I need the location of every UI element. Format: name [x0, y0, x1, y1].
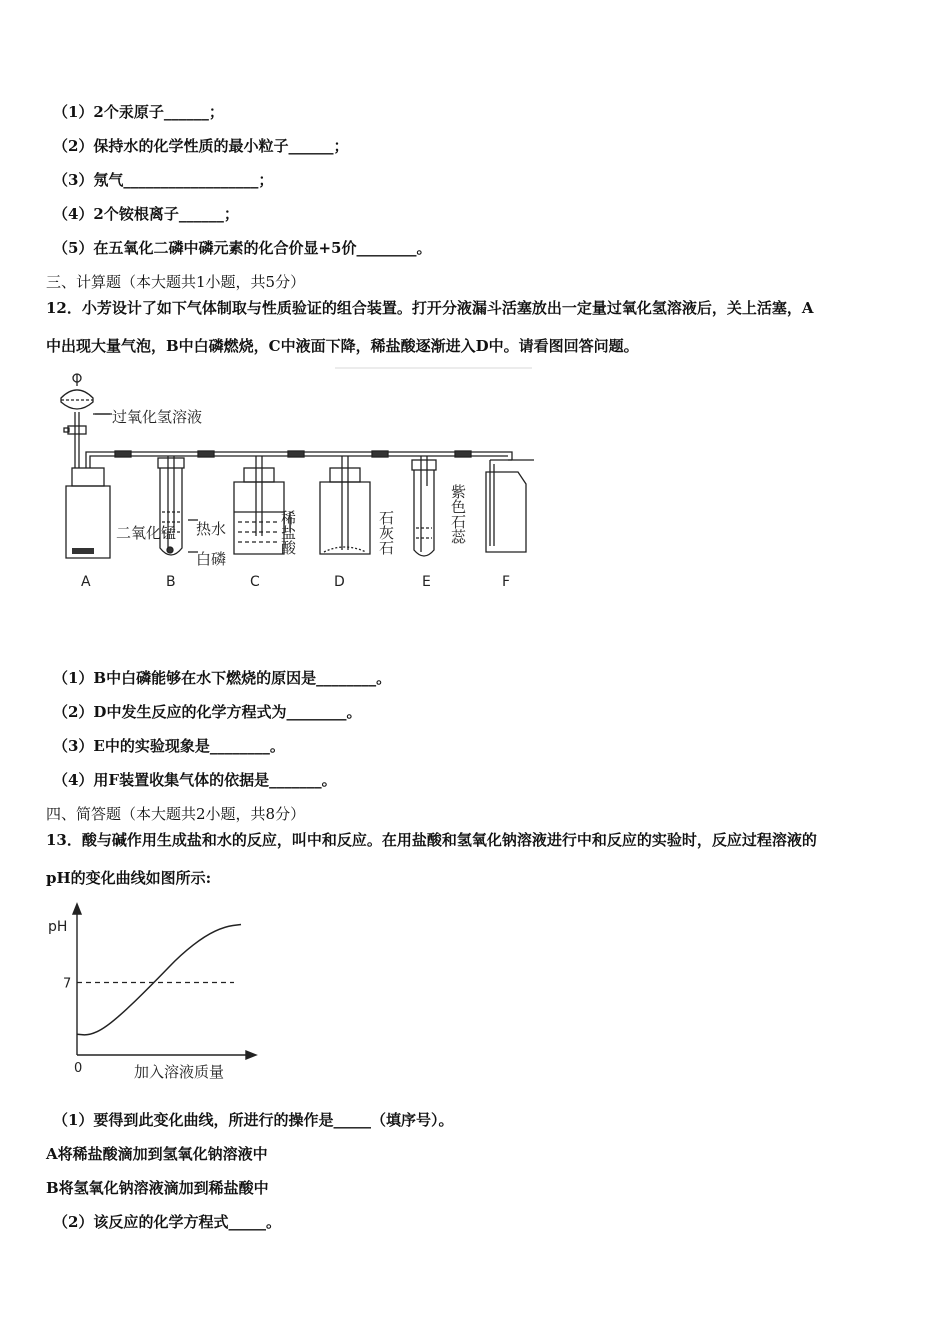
ph-chart [44, 900, 274, 1090]
y-axis-label: pH [48, 919, 68, 935]
e-label: 紫色石蕊 [449, 484, 467, 544]
ph-7-label: 7 [63, 976, 72, 992]
q11-item-4: （4）2个铵根离子______； [53, 205, 239, 223]
letter-a: A [81, 574, 91, 590]
d-label: 石灰石 [377, 510, 395, 555]
q12-stem-line-1: 12．小芳设计了如下气体制取与性质验证的组合装置。打开分液漏斗活塞放出一定量过氧化氢溶液后，关上活塞，A [46, 299, 814, 317]
a-label-text: 二氧化锰 [116, 524, 177, 542]
ph-curve [77, 925, 241, 1035]
origin-label: 0 [74, 1061, 83, 1076]
c-label: 稀盐酸 [279, 510, 297, 555]
q12-stem-line-2: 中出现大量气泡，B中白磷燃烧，C中液面下降，稀盐酸逐渐进入D中。请看图回答问题。 [46, 337, 639, 355]
q13-stem-line-2: pH的变化曲线如图所示: [46, 869, 212, 887]
q13-question-1: （1）要得到此变化曲线，所进行的操作是_____（填序号）。 [53, 1111, 454, 1129]
q12-question-2: （2）D中发生反应的化学方程式为________。 [53, 703, 362, 721]
b-label-top: 热水 [196, 520, 227, 538]
q13-question-2: （2）该反应的化学方程式_____。 [53, 1213, 281, 1231]
q12-question-4: （4）用F装置收集气体的依据是_______。 [53, 771, 337, 789]
a-label [116, 524, 176, 542]
letter-c: C [250, 574, 260, 590]
x-axis-arrow [246, 1051, 256, 1059]
q11-item-2: （2）保持水的化学性质的最小粒子______； [53, 137, 349, 155]
section-4-title: 四、简答题（本大题共2小题，共8分） [46, 805, 306, 823]
letter-d: D [334, 574, 345, 590]
q11-item-3: （3）氖气__________________； [53, 171, 274, 189]
q11-item-5: （5）在五氧化二磷中磷元素的化合价显+5价________。 [53, 239, 432, 257]
q12-question-3: （3）E中的实验现象是________。 [53, 737, 285, 755]
q13-option-b: B将氢氧化钠溶液滴加到稀盐酸中 [46, 1179, 269, 1197]
b-label-bottom: 白磷 [196, 550, 227, 568]
q13-stem-line-1: 13．酸与碱作用生成盐和水的反应，叫中和反应。在用盐酸和氢氧化钠溶液进行中和反应的实验时，反应过程溶液的 [46, 831, 817, 849]
section-3-title: 三、计算题（本大题共1小题，共5分） [46, 273, 306, 291]
y-axis-arrow [73, 904, 81, 914]
apparatus-diagram [50, 362, 550, 597]
letter-b: B [166, 574, 176, 590]
funnel-label: 过氧化氢溶液 [112, 408, 203, 426]
q12-question-1: （1）B中白磷能够在水下燃烧的原因是________。 [53, 669, 392, 687]
q13-option-a: A将稀盐酸滴加到氢氧化钠溶液中 [46, 1145, 268, 1163]
letter-e: E [422, 574, 431, 590]
q11-item-1: （1）2个汞原子______； [53, 103, 224, 121]
x-axis-label: 加入溶液质量 [134, 1063, 225, 1081]
letter-f: F [502, 574, 511, 590]
